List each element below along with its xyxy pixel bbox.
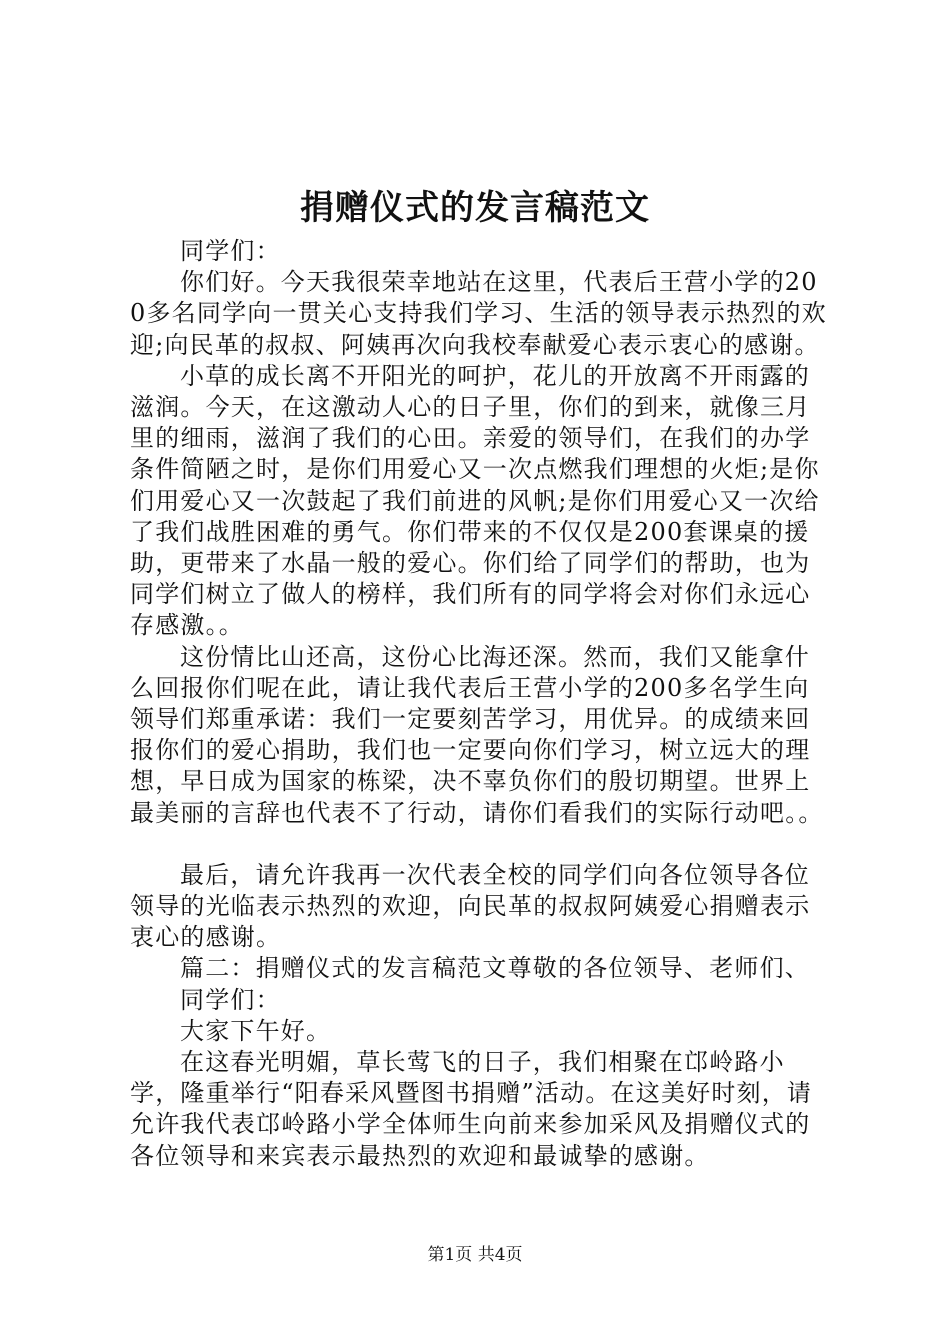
- document-title: 捐赠仪式的发言稿范文: [300, 188, 650, 228]
- paragraph-spacer: [130, 829, 830, 860]
- salutation: 同学们：: [180, 237, 281, 265]
- salutation: 同学们：: [180, 985, 281, 1014]
- document-body: [130, 236, 830, 1172]
- paragraph: 这份情比山还高，这份心比海还深。然而，我们又能拿什么回报你们呢在此，请让我代表后王营小学的200多名学生向领导们郑重承诺：我们一定要刻苦学习，用优异。的成绩来回报你们的爱心捐助，我们也一定要向你们学习，树立远大的理想，早日成为国家的栋梁，决不辜负你们的殷切期望。世界上最美丽的言辞也代表不了行动，请你们看我们的实际行动吧。。: [130, 642, 824, 827]
- page-number: 第1页 共4页: [427, 1245, 523, 1265]
- paragraph: 在这春光明媚，草长莺飞的日子，我们相聚在邙岭路小学，隆重举行“阳春采风暨图书捐赠”活动。在这美好时刻，请允许我代表邙岭路小学全体师生向前来参加采风及捐赠仪式的各位领导和来宾表示最热烈的欢迎和最诚挚的感谢。: [130, 1048, 813, 1170]
- paragraph: 小草的成长离不开阳光的呵护，花儿的开放离不开雨露的滋润。今天，在这激动人心的日子里，你们的到来，就像三月里的细雨，滋润了我们的心田。亲爱的领导们，在我们的办学条件简陋之时，是你们用爱心又一次点燃我们理想的火炬;是你们用爱心又一次鼓起了我们前进的风帆;是你们用爱心又一次给了我们战胜困难的勇气。你们带来的不仅仅是200套课桌的援助，更带来了水晶一般的爱心。你们给了同学们的帮助，也为同学们树立了做人的榜样，我们所有的同学将会对你们永远心存感激。。: [130, 361, 820, 640]
- section-heading: 篇二：捐赠仪式的发言稿范文尊敬的各位领导、老师们、: [180, 954, 810, 983]
- paragraph: 你们好。今天我很荣幸地站在这里，代表后王营小学的200多名同学向一贯关心支持我们学习、生活的领导表示热烈的欢迎;向民革的叔叔、阿姨再次向我校奉献爱心表示衷心的感谢。: [130, 268, 827, 359]
- paragraph: 最后，请允许我再一次代表全校的同学们向各位领导各位领导的光临表示热烈的欢迎，向民革的叔叔阿姨爱心捐赠表示衷心的感谢。: [130, 860, 811, 952]
- greeting: 大家下午好。: [180, 1016, 332, 1045]
